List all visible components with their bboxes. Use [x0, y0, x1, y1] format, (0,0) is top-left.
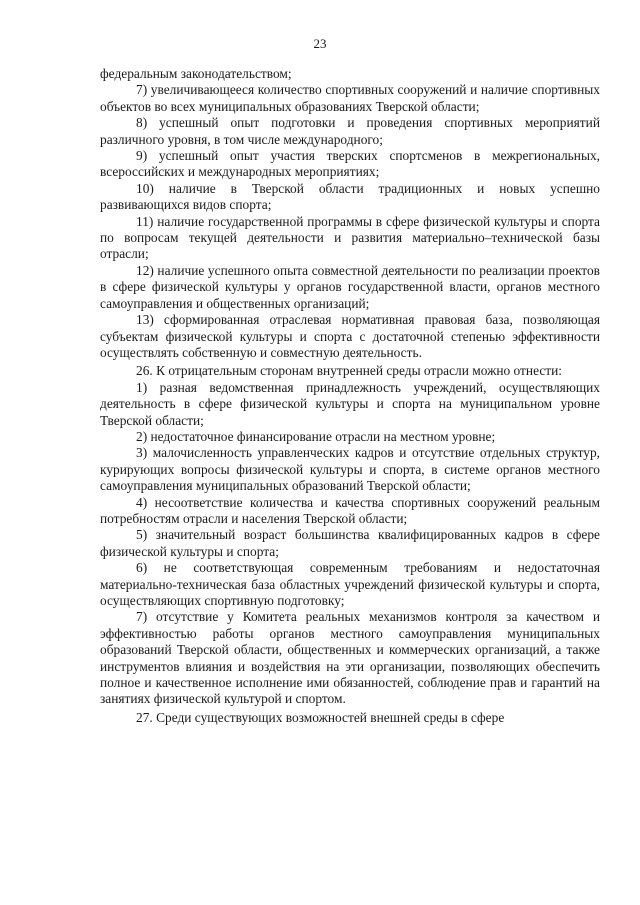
paragraph: 4) несоответствие количества и качества спортивных сооружений реальным потребностям отрасли и населения Тверской области; [100, 494, 600, 526]
paragraph: 1) разная ведомственная принадлежность учреждений, осуществляющих деятельность в сфере физической культуры и спорта на муниципальном уровне Тверской области; [100, 379, 600, 428]
paragraph: 26. К отрицательным сторонам внутренней среды отрасли можно отнести: [136, 363, 563, 379]
paragraph: 8) успешный опыт подготовки и проведения спортивных мероприятий различного уровня, в том числе международного; [100, 115, 600, 147]
document-body [100, 66, 600, 726]
paragraph: 13) сформированная отраслевая нормативная правовая база, позволяющая субъектам физической культуры и спорта с достаточной степенью эффективности осуществлять собственную и совместную деятельность. [100, 312, 600, 360]
paragraph: 2) недостаточное финансирование отрасли на местном уровне; [136, 428, 496, 444]
page-number: 23 [313, 36, 327, 51]
paragraph: 7) увеличивающееся количество спортивных сооружений и наличие спортивных объектов во всех муниципальных образованиях Тверской области; [100, 82, 600, 114]
paragraph: 6) не соответствующая современным требованиям и недостаточная материально-техническая база областных учреждений физической культуры и спорта, осуществляющих спортивную подготовку; [100, 560, 600, 608]
paragraph: 27. Среди существующих возможностей внешней среды в сфере [136, 709, 505, 725]
paragraph: 7) отсутствие у Комитета реальных механизмов контроля за качеством и эффективностью работы органов местного самоуправления муниципальных образований Тверской области, общественных и коммерческих организаций, а также инструментов влияния и воздействия на эти организации, позволяющих обеспечить полное и качественное исполнение ими обязанностей, соблюдение прав и гарантий на занятиях физической культурой и спортом. [100, 609, 600, 707]
paragraph: 3) малочисленность управленческих кадров и отсутствие отдельных структур, курирующих вопросы физической культуры и спорта, в системе органов местного самоуправления муниципальных образований Тверской области; [100, 445, 600, 494]
paragraph: 10) наличие в Тверской области традиционных и новых успешно развивающихся видов спорта; [100, 180, 600, 213]
paragraph: 9) успешный опыт участия тверских спортсменов в межрегиональных, всероссийских и международных мероприятиях; [100, 148, 600, 180]
paragraph: 11) наличие государственной программы в сфере физической культуры и спорта по вопросам текущей деятельности и развития материально–технической базы отрасли; [100, 213, 600, 262]
paragraph: федеральным законодательством; [100, 66, 292, 81]
paragraph: 5) значительный возраст большинства квалифицированных кадров в сфере физической культуры и спорта; [100, 527, 600, 559]
paragraph: 12) наличие успешного опыта совместной деятельности по реализации проектов в сфере физической культуры у органов государственной власти, органов местного самоуправления и общественных организаций; [100, 262, 600, 311]
